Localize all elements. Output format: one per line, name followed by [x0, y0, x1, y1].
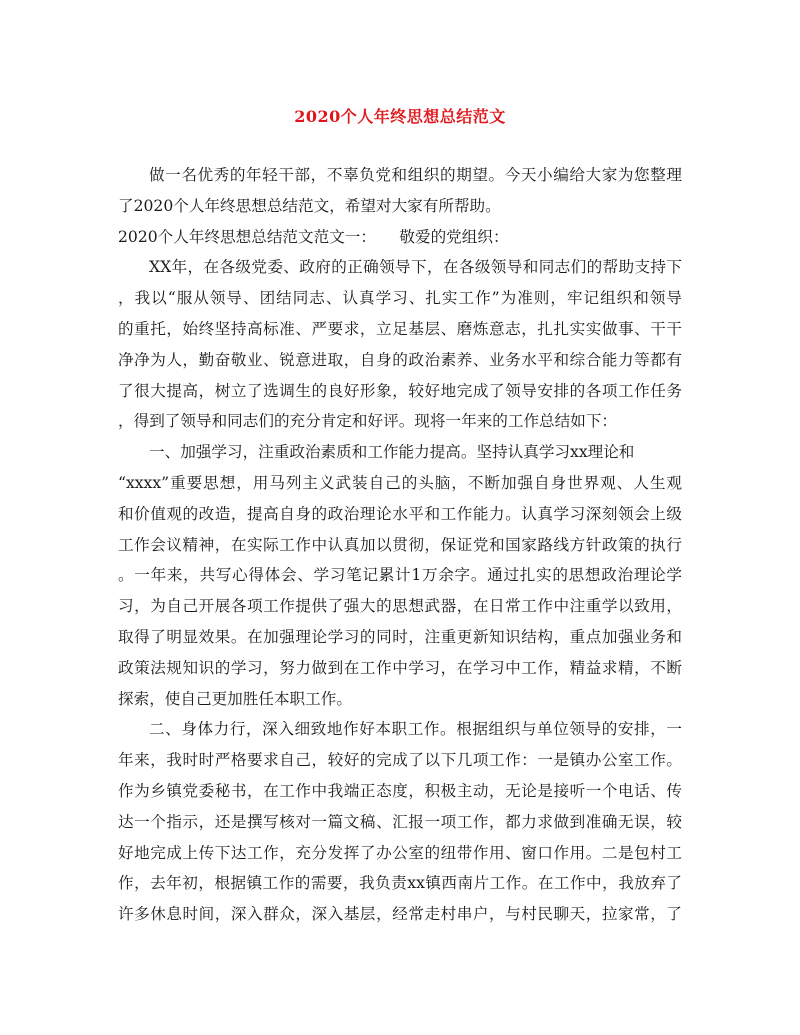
- body-text-line: 了很大提高，树立了选调生的良好形象，较好地完成了领导安排的各项工作任务: [118, 381, 682, 400]
- body-text-line: 作为乡镇党委秘书，在工作中我端正态度，积极主动，无论是接听一个电话、传: [118, 781, 682, 800]
- body-text-line: 达一个指示，还是撰写核对一篇文稿、汇报一项工作，都力求做到准确无误，较: [118, 812, 682, 831]
- body-text-line: 做一名优秀的年轻干部，不辜负党和组织的期望。今天小编给大家为您整理: [149, 166, 682, 184]
- body-text-line: 的重托，始终坚持高标准、严要求，立足基层、磨炼意志，扎扎实实做事、干干: [118, 319, 682, 338]
- body-text-line: 2020个人年终思想总结范文范文一： 敬爱的党组织：: [118, 227, 509, 246]
- body-text-line: ，我以“服从领导、团结同志、认真学习、扎实工作”为准则，牢记组织和领导: [118, 289, 682, 308]
- document-body: [118, 160, 682, 930]
- body-text-line: XX年，在各级党委、政府的正确领导下，在各级领导和同志们的帮助支持下: [149, 258, 682, 277]
- body-text-line: 年来，我时时严格要求自己，较好的完成了以下几项工作：一是镇办公室工作。: [118, 751, 682, 770]
- body-text-line: ，得到了领导和同志们的充分肯定和好评。现将一年来的工作总结如下：: [118, 412, 618, 431]
- body-text-line: 净净为人，勤奋敬业、锐意进取，自身的政治素养、业务水平和综合能力等都有: [118, 350, 682, 369]
- body-text-line: “xxxx”重要思想，用马列主义武装自己的头脑，不断加强自身世界观、人生观: [118, 473, 682, 492]
- document-title: 2020个人年终思想总结范文: [294, 107, 506, 126]
- body-text-line: 取得了明显效果。在加强理论学习的同时，注重更新知识结构，重点加强业务和: [118, 627, 682, 646]
- body-text-line: 。一年来，共写心得体会、学习笔记累计1万余字。通过扎实的思想政治理论学: [118, 566, 682, 585]
- body-text-line: 一、加强学习，注重政治素质和工作能力提高。坚持认真学习xx理论和: [149, 443, 635, 462]
- body-text-line: 了2020个人年终思想总结范文，希望对大家有所帮助。: [118, 196, 501, 215]
- body-text-line: 作，去年初，根据镇工作的需要，我负责xx镇西南片工作。在工作中，我放弃了: [118, 874, 682, 893]
- body-text-line: 政策法规知识的学习，努力做到在工作中学习，在学习中工作，精益求精，不断: [118, 658, 682, 677]
- body-text-line: 工作会议精神，在实际工作中认真加以贯彻，保证党和国家路线方针政策的执行: [118, 535, 682, 554]
- body-text-line: 二、身体力行，深入细致地作好本职工作。根据组织与单位领导的安排，一: [149, 720, 682, 739]
- body-text-line: 许多休息时间，深入群众，深入基层，经常走村串户，与村民聊天，拉家常，了: [118, 905, 682, 924]
- body-text-line: 和价值观的改造，提高自身的政治理论水平和工作能力。认真学习深刻领会上级: [118, 504, 682, 523]
- body-text-line: 探索，使自己更加胜任本职工作。: [118, 689, 352, 708]
- body-text-line: 好地完成上传下达工作，充分发挥了办公室的纽带作用、窗口作用。二是包村工: [118, 843, 682, 862]
- body-text-line: 习，为自己开展各项工作提供了强大的思想武器，在日常工作中注重学以致用，: [118, 597, 682, 616]
